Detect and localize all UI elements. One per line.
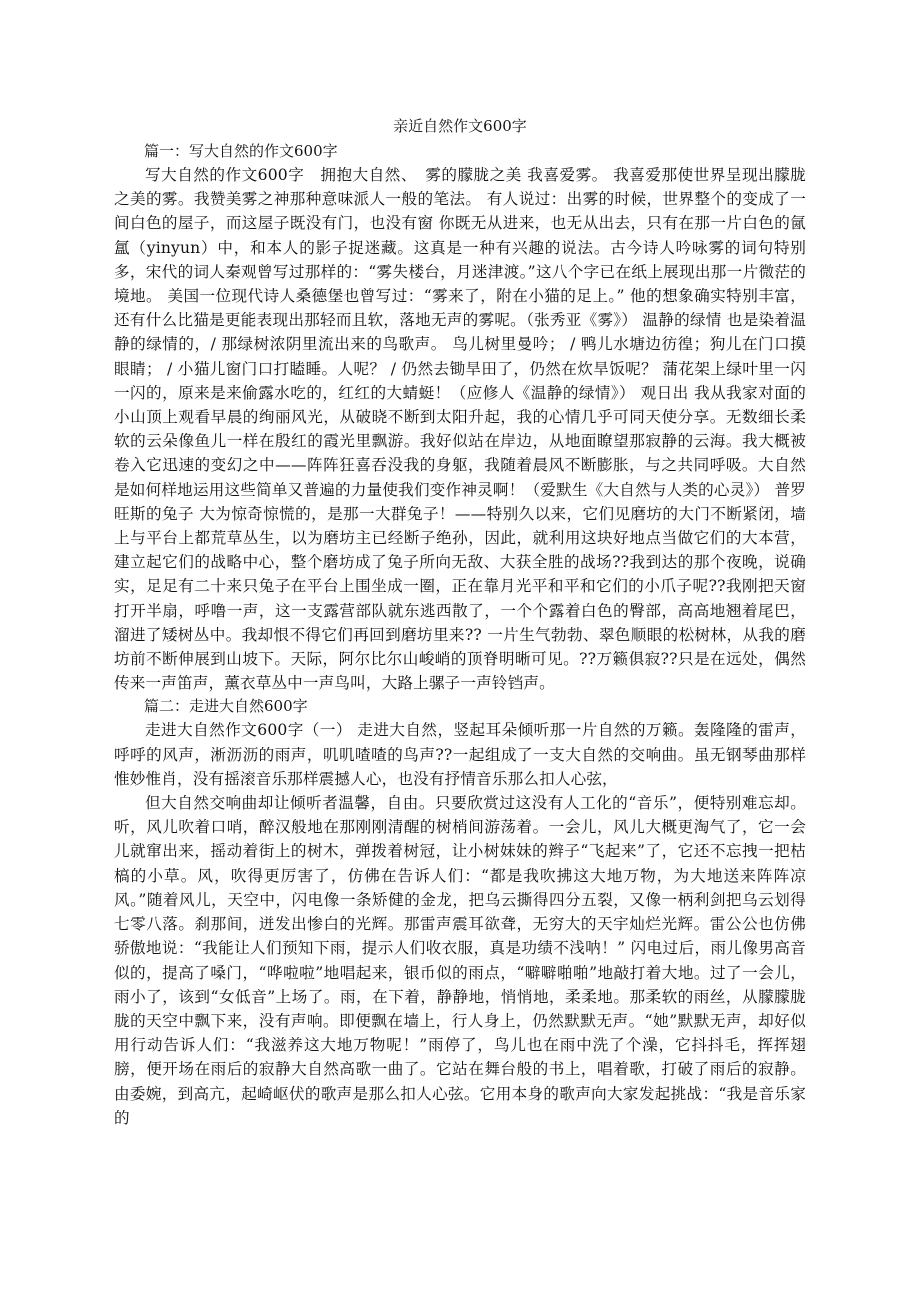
section-2-body-part-1: 走进大自然作文600字（一） 走进大自然，竖起耳朵倾听那一片自然的万籁。轰隆隆的雷声，呼呼的风声，淅沥沥的雨声，叽叽喳喳的鸟声??一起组成了一支大自然的交响曲。虽无钢琴曲那样惟妙惟肖，没有摇滚音乐那样震撼人心，也没有抒情音乐那么扣人心弦，	[114, 721, 806, 788]
section-2-heading: 篇二：走进大自然600字	[144, 697, 308, 716]
document-page	[114, 114, 806, 1130]
document-title: 亲近自然作文600字	[393, 117, 527, 135]
section-1-heading: 篇一：写大自然的作文600字	[144, 142, 338, 160]
section-2-body-part-2: 但大自然交响曲却让倾听者温馨，自由。只要欣赏过这没有人工化的“音乐”，便特别难忘却。 听，风儿吹着口哨，醉汉般地在那刚刚清醒的树梢间游荡着。一会儿，风儿大概更淘气了，它一会儿就窜出来，摇动着街上的树木，弹拨着树冠，让小树妹妹的辫子“飞起来”了，它还不忘拽一把枯槁的小草。风，吹得更厉害了，仿佛在告诉人们：“都是我吹拂这大地万物，为大地送来阵阵凉风。”随着风儿，天空中，闪电像一条矫健的金龙，把乌云撕得四分五裂，又像一柄利剑把乌云划得七零八落。刹那间，迸发出惨白的光辉。那雷声震耳欲聋，无穷大的天宇灿烂光辉。雷公公也仿佛骄傲地说：“我能让人们预知下雨，提示人们收衣服，真是功绩不浅呐！” 闪电过后，雨儿像男高音似的，提高了嗓门，“哗啦啦”地唱起来，银币似的雨点，“噼噼啪啪”地敲打着大地。过了一会儿，雨小了，该到“女低音”上场了。雨，在下着，静静地，悄悄地，柔柔地。那柔软的雨丝，从朦朦胧胧的天空中飘下来，没有声响。即便飘在墙上，行人身上，仍然默默无声。“她”默默无声，却好似用行动告诉人们：“我滋养这大地万物呢！”雨停了，鸟儿也在雨中洗了个澡，它抖抖毛，挥挥翅膀，便开场在雨后的寂静大自然高歌一曲了。它站在舞台般的书上，唱着歌，打破了雨后的寂静。由委婉，到高亢，起崎岖伏的歌声是那么扣人心弦。它用本身的歌声向大家发起挑战：“我是音乐家的	[114, 794, 806, 1127]
section-1-body: 写大自然的作文600字 拥抱大自然、 雾的朦胧之美 我喜爱雾。 我喜爱那使世界呈现出朦胧之美的雾。我赞美雾之神那种意味派人一般的笔法。 有人说过：出雾的时候，世界整个的变成了一间白色的屋子，而这屋子既没有门，也没有窗 你既无从进来，也无从出去，只有在那一片白色的氤氲（yinyun）中，和本人的影子捉迷藏。这真是一种有兴趣的说法。古今诗人吟咏雾的词句特别多，宋代的词人秦观曾写过那样的：“雾失楼台，月迷津渡。”这八个字已在纸上展现出那一片微茫的境地。 美国一位现代诗人桑德堡也曾写过：“雾来了，附在小猫的足上。” 他的想象确实特别丰富，还有什么比猫是更能表现出那轻而且软，落地无声的雾呢。（张秀亚《雾》） 温静的绿情 也是染着温静的绿情的，/ 那绿树浓阴里流出来的鸟歌声。 鸟儿树里曼吟； / 鸭儿水塘边彷徨；狗儿在门口摸眼睛； / 小猫儿窗门口打瞌睡。人呢？ / 仍然去锄旱田了，仍然在炊旱饭呢？ 蒲花架上绿叶里一闪一闪的，原来是来偷露水吃的，红红的大蜻蜓！（应修人《温静的绿情》） 观日出 我从我家对面的小山顶上观看早晨的绚丽风光，从破晓不断到太阳升起，我的心情几乎可同天使分享。无数细长柔软的云朵像鱼儿一样在殷红的霞光里飘游。我好似站在岸边，从地面瞭望那寂静的云海。我大概被卷入它迅速的变幻之中——阵阵狂喜吞没我的身躯，我随着晨风不断膨胀，与之共同呼吸。大自然是如何样地运用这些简单又普遍的力量使我们变作神灵啊！（爱默生《大自然与人类的心灵》） 普罗旺斯的兔子 大为惊奇惊慌的，是那一大群兔子！——特别久以来，它们见磨坊的大门不断紧闭，墙上与平台上都荒草丛生，以为磨坊主已经断子绝孙，因此，就利用这块好地点当做它们的大本营，建立起它们的战略中心，整个磨坊成了兔子所向无敌、大获全胜的战场??我到达的那个夜晚，说确实，足足有二十来只兔子在平台上围坐成一圈，正在靠月光平和平和它们的小爪子呢??我刚把天窗打开半扇，呼噜一声，这一支露营部队就东逃西散了，一个个露着白色的臀部，高高地翘着尾巴，溜进了矮树丛中。我却恨不得它们再回到磨坊里来?? 一片生气勃勃、翠色顺眼的松树林，从我的磨坊前不断伸展到山坡下。天际，阿尔比尔山峻峭的顶脊明晰可见。??万籁俱寂??只是在远处，偶然传来一声笛声，薰衣草丛中一声鸟叫，大路上骡子一声铃铛声。	[114, 166, 806, 693]
